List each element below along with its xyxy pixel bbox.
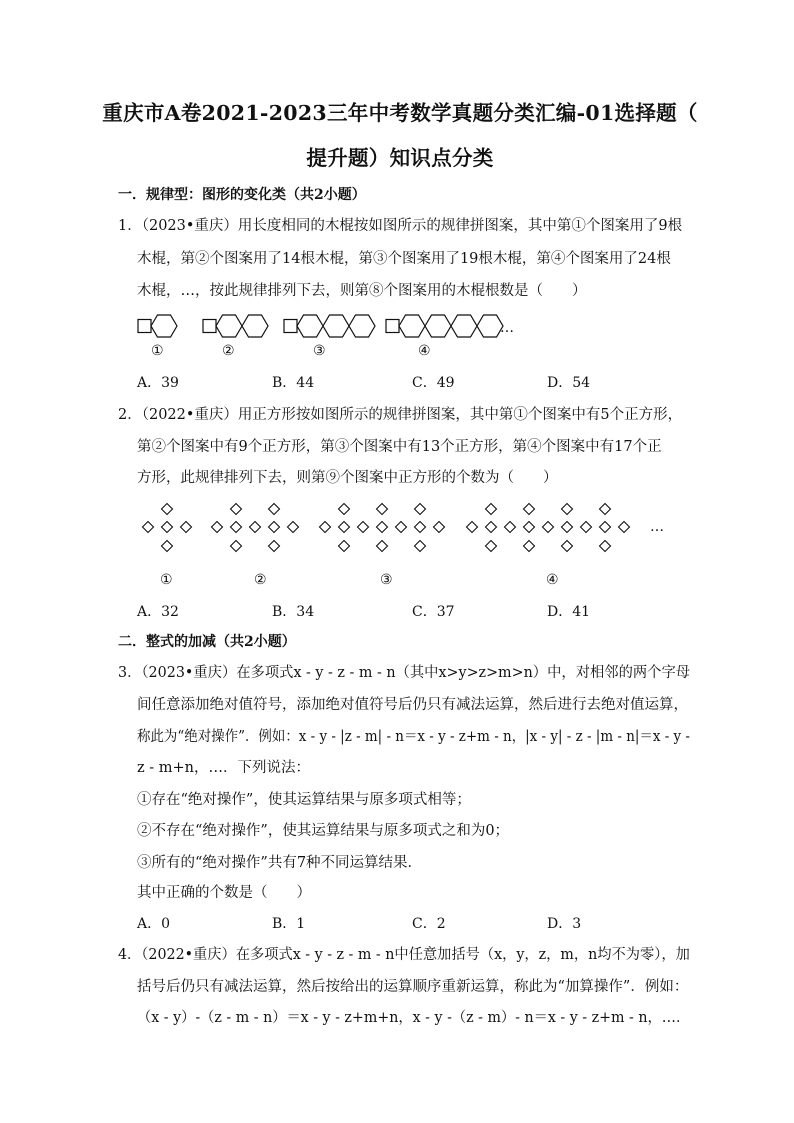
q1-pattern-2 bbox=[203, 315, 268, 337]
section-2-heading: 二．整式的加减（共2小题） bbox=[118, 634, 296, 650]
q2-option-a[interactable]: A．32 bbox=[137, 604, 179, 620]
q2-pattern-2 bbox=[212, 504, 299, 552]
q1-stick-pattern-figure bbox=[136, 313, 536, 339]
q3-option-b[interactable]: B．1 bbox=[272, 916, 306, 932]
q3-statement-2: ②不存在“绝对操作”，使其运算结果与原多项式之和为0； bbox=[137, 823, 510, 839]
q2-pattern-4 bbox=[467, 504, 630, 552]
q2-pattern-1 bbox=[143, 504, 192, 552]
q3-statement-1: ①存在“绝对操作”，使其运算结果与原多项式相等； bbox=[137, 792, 471, 808]
q4-line-1: 4．（2022•重庆）在多项式x - y - z - m - n中任意加括号（x，y，z，m，n均不为零），加 bbox=[118, 947, 690, 963]
q1-ellipsis: … bbox=[500, 320, 514, 336]
q3-option-a[interactable]: A．0 bbox=[137, 916, 171, 932]
q1-line-1: 1．（2023•重庆）用长度相同的木棍按如图所示的规律拼图案，其中第①个图案用了9根 bbox=[118, 218, 683, 234]
q3-option-c[interactable]: C．2 bbox=[412, 916, 446, 932]
q2-label-2: ② bbox=[254, 572, 267, 588]
q1-pattern-3 bbox=[284, 315, 375, 337]
q2-option-d[interactable]: D．41 bbox=[547, 604, 591, 620]
q1-pattern-4 bbox=[386, 315, 503, 337]
q2-option-c[interactable]: C．37 bbox=[412, 604, 455, 620]
section-1-heading: 一．规律型：图形的变化类（共2小题） bbox=[118, 187, 366, 203]
q2-line-3: 方形，此规律排列下去，则第⑨个图案中正方形的个数为（ ） bbox=[137, 470, 558, 486]
q1-line-2: 木棍，第②个图案用了14根木棍，第③个图案用了19根木棍，第④个图案用了24根 bbox=[137, 251, 671, 267]
q3-line-1: 3．（2023•重庆）在多项式x - y - z - m - n（其中x>y>z>m>n）中，对相邻的两个字母 bbox=[118, 665, 691, 681]
q4-line-3: （x - y）-（z - m - n）＝x - y - z+m+n，x - y -（z - m）- n＝x - y - z+m - n，…． bbox=[137, 1010, 691, 1026]
q3-question: 其中正确的个数是（ ） bbox=[137, 885, 311, 901]
q1-label-2: ② bbox=[222, 343, 235, 359]
q2-square-pattern-figure bbox=[136, 500, 636, 558]
q1-option-b[interactable]: B．44 bbox=[272, 375, 315, 391]
q2-label-1: ① bbox=[160, 572, 173, 588]
q1-option-d[interactable]: D．54 bbox=[547, 375, 591, 391]
q3-option-d[interactable]: D．3 bbox=[547, 916, 582, 932]
q1-pattern-1 bbox=[138, 315, 177, 337]
q1-line-3: 木棍，…，按此规律排列下去，则第⑧个图案用的木棍根数是（ ） bbox=[137, 283, 587, 299]
q1-option-a[interactable]: A．39 bbox=[137, 375, 179, 391]
q2-pattern-3 bbox=[320, 504, 445, 552]
q2-ellipsis: … bbox=[650, 519, 664, 535]
q1-label-4: ④ bbox=[418, 343, 431, 359]
q1-option-c[interactable]: C．49 bbox=[412, 375, 455, 391]
q1-label-1: ① bbox=[151, 343, 164, 359]
q2-option-b[interactable]: B．34 bbox=[272, 604, 315, 620]
q4-line-2: 括号后仍只有减法运算，然后按给出的运算顺序重新运算，称此为“加算操作”．例如： bbox=[137, 979, 689, 995]
q3-line-3: 称此为“绝对操作”．例如：x - y - |z - m| - n＝x - y - z+m - n，|x - y| - z - |m - n|＝x - y - bbox=[137, 729, 690, 745]
q2-label-3: ③ bbox=[380, 572, 393, 588]
q3-line-4: z - m+n，…．下列说法： bbox=[137, 760, 310, 776]
q1-label-3: ③ bbox=[313, 343, 326, 359]
document-title-line-1: 重庆市A卷2021-2023三年中考数学真题分类汇编-01选择题（ bbox=[102, 101, 698, 125]
q2-line-2: 第②个图案中有9个正方形，第③个图案中有13个正方形，第④个图案中有17个正 bbox=[137, 439, 662, 455]
document-title-line-2: 提升题）知识点分类 bbox=[306, 146, 494, 170]
q2-line-1: 2．（2022•重庆）用正方形按如图所示的规律拼图案，其中第①个图案中有5个正方形， bbox=[118, 407, 683, 423]
q3-statement-3: ③所有的“绝对操作”共有7种不同运算结果． bbox=[137, 855, 423, 871]
q3-line-2: 间任意添加绝对值符号，添加绝对值符号后仍只有减法运算，然后进行去绝对值运算， bbox=[137, 697, 688, 713]
q2-label-4: ④ bbox=[546, 572, 559, 588]
